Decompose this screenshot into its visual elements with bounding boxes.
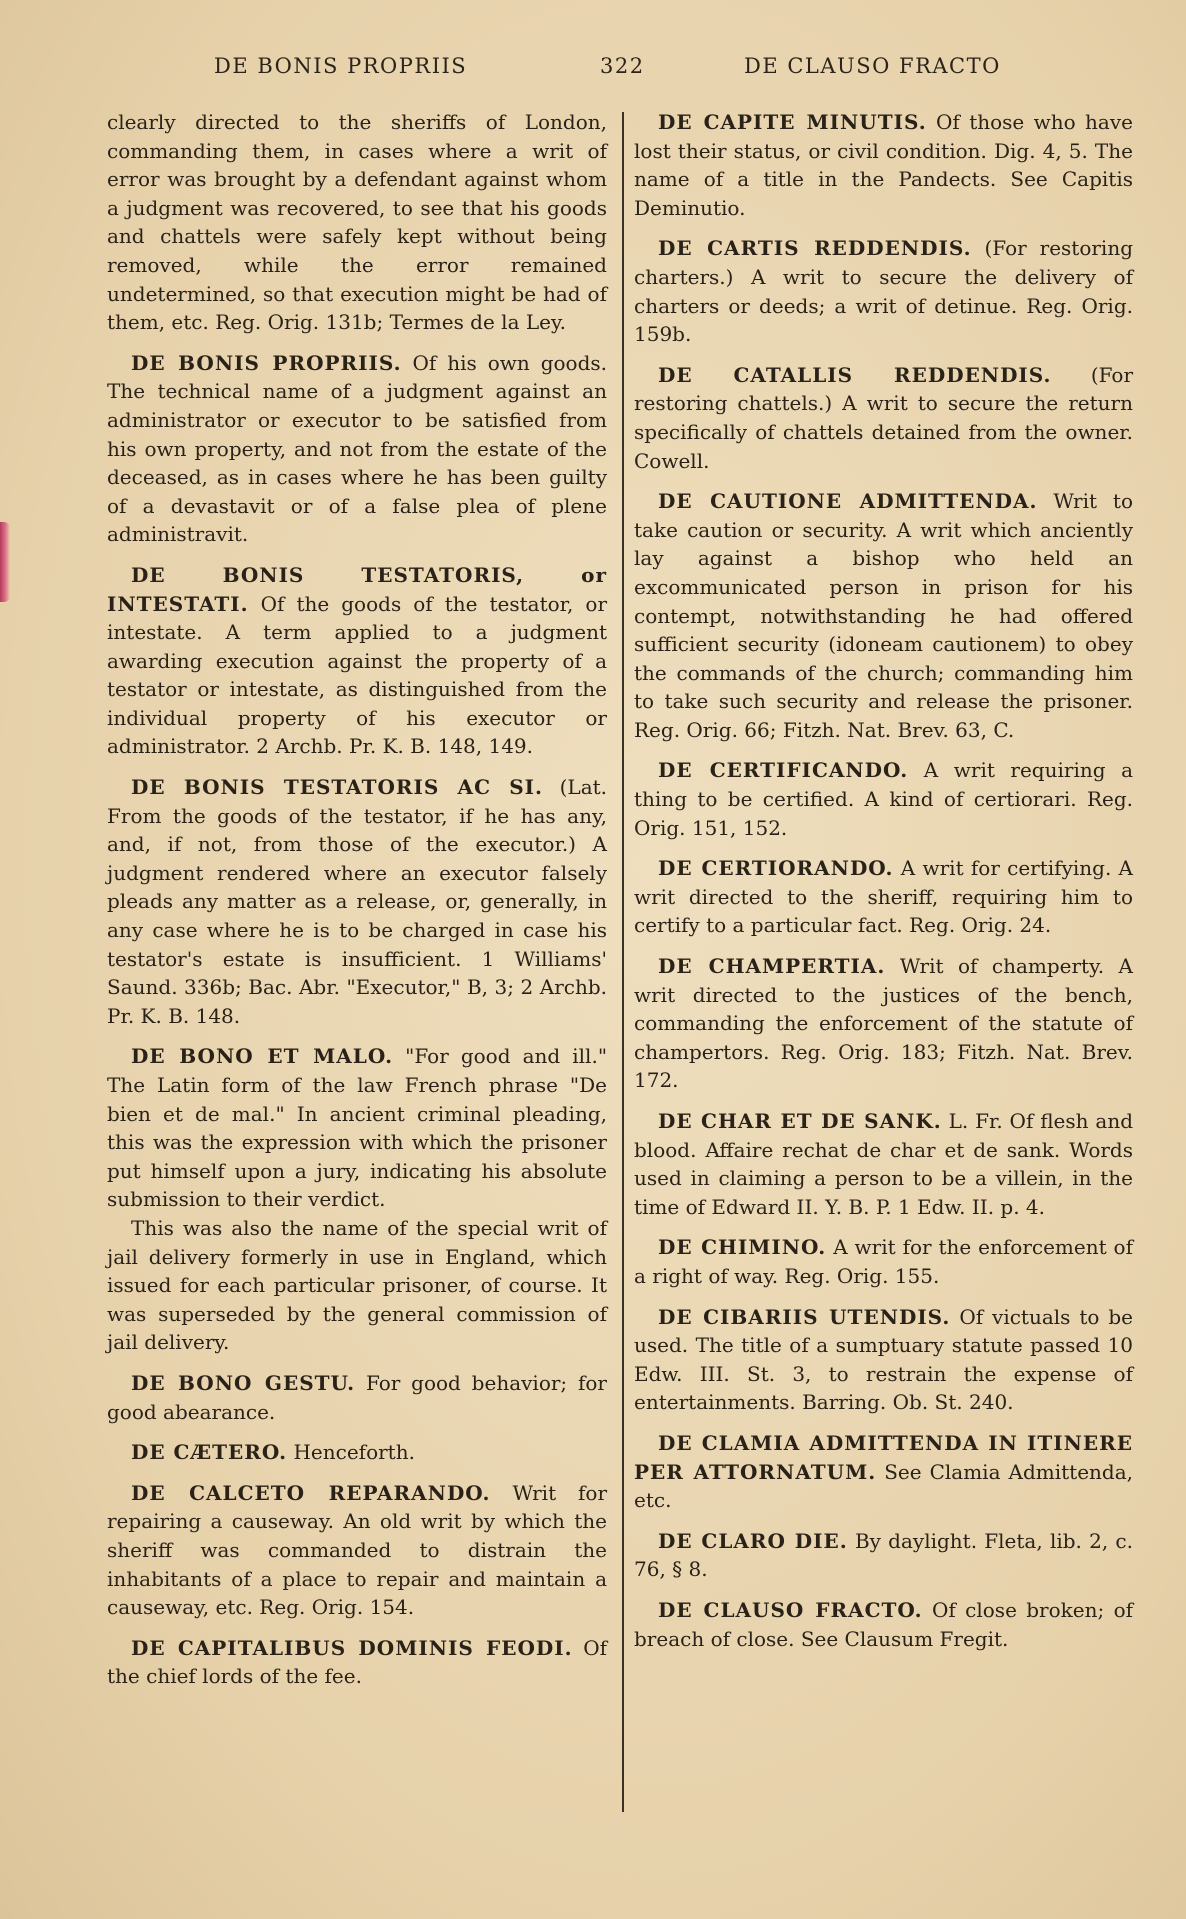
entry-headword: DE CAPITALIBUS DOMINIS FEODI. <box>131 1635 573 1660</box>
entry-body: L. Fr. Of flesh and blood. Affaire rechat de char et de sank. Words used in claiming a person to be a villein, in the time of Edward II. Y. B. P. 1 Edw. II. p. 4. <box>634 1109 1134 1219</box>
entry-body: Henceforth. <box>293 1440 415 1465</box>
entry-de-chimino <box>634 1233 1133 1290</box>
entry-body: A writ requiring a thing to be certified. A kind of certiorari. Reg. Orig. 151, 152. <box>634 758 1133 840</box>
entry-body: For good behavior; for good abearance. <box>107 1370 607 1424</box>
entry-headword: DE CATALLIS REDDENDIS. <box>658 362 1052 387</box>
entry-headword: DE CERTIFICANDO. <box>658 758 909 783</box>
entry-body: A writ for certifying. A writ directed to the sheriff, requiring him to certify to a particular fact. Reg. Orig. 24. <box>634 856 1134 938</box>
entry-headword: DE BONO GESTU. <box>131 1370 356 1395</box>
entry-de-bonis-testatoris-or-intestati <box>107 561 607 761</box>
entry-body: Of victuals to be used. The title of a sumptuary statute passed 10 Edw. III. St. 3, to restrain the expense of entertainments. Barring. Ob. St. 240. <box>634 1304 1134 1415</box>
entry-de-bono-et-malo <box>107 1042 607 1357</box>
entry-de-claro-die <box>634 1527 1133 1584</box>
entry-headword: DE CAPITE MINUTIS. <box>658 110 927 134</box>
entry-body: "For good and ill." The Latin form of the law French phrase "De bien et de mal." In ancient criminal pleading, this was the expression with which the prisoner put himself upon a jury, indicating his absolute submission to their verdict. <box>107 1044 608 1212</box>
entry-headword: DE CARTIS REDDENDIS. <box>658 236 972 261</box>
entry-de-champertia <box>634 952 1133 1095</box>
entry-body: Writ to take caution or security. A writ which anciently lay against a bishop who held an excommunicated person in prison for his contempt, notwithstanding he had offered sufficient security (idoneam cautionem) to obey the commands of the church; commanding him to take such security and release the prisoner. Reg. Orig. 66; Fitzh. Nat. Brev. 63, C. <box>634 489 1133 742</box>
entry-de-certiorando <box>634 854 1133 940</box>
entry-body: Writ for repairing a causeway. An old writ by which the sheriff was commanded to distrain the inhabitants of a place to repair and maintain a causeway, etc. Reg. Orig. 154. <box>107 1480 608 1620</box>
entry-body: (For restoring chattels.) A writ to secure the return specifically of chattels detained from the owner. Cowell. <box>634 362 1133 473</box>
entry-body: Writ of champerty. A writ directed to the justices of the bench, commanding the enforcement of the statute of champertors. Reg. Orig. 183; Fitzh. Nat. Brev. 172. <box>634 954 1134 1093</box>
entry-body: Of the goods of the testator, or intestate. A term applied to a judgment awarding execution against the property of a testator or intestate, as distinguished from the individual property of his executor or administrator. 2 Archb. Pr. K. B. 148, 149. <box>107 591 608 759</box>
entry-de-bonis-propriis <box>107 349 607 549</box>
entry-headword: DE CALCETO REPARANDO. <box>131 1480 491 1505</box>
entry-body: See Clamia Admittenda, etc. <box>634 1459 1133 1513</box>
entry-headword: DE CHAMPERTIA. <box>658 954 886 979</box>
entry-de-bonis-testatoris-ac-si <box>107 773 607 1030</box>
running-head <box>0 54 1186 86</box>
entry-body: Of the chief lords of the fee. <box>107 1635 608 1689</box>
running-head-right: DE CLAUSO FRACTO <box>744 54 1001 78</box>
entry-headword: DE BONIS TESTATORIS AC SI. <box>131 775 543 800</box>
entry-headword: DE BONIS PROPRIIS. <box>131 350 402 375</box>
entry-headword: DE CAUTIONE ADMITTENDA. <box>658 489 1038 514</box>
entry-headword: DE CLAMIA ADMITTENDA IN ITINERE PER ATTORNATUM. <box>634 1430 1133 1484</box>
entry-headword: DE CÆTERO. <box>131 1440 288 1465</box>
entry-de-capite-minutis <box>634 108 1133 222</box>
left-column <box>107 108 607 1703</box>
entry-headword: DE BONO ET MALO. <box>131 1044 394 1069</box>
entry-de-cartis-reddendis <box>634 234 1133 348</box>
page-number: 322 <box>600 54 645 78</box>
entry-de-char-et-de-sank <box>634 1107 1133 1221</box>
entry-headword: DE CHIMINO. <box>658 1235 827 1260</box>
entry-de-catallis-reddendis <box>634 361 1133 475</box>
entry-headword: DE BONIS TESTATORIS, or INTESTATI. <box>107 562 607 616</box>
entry-continuation <box>107 108 607 337</box>
entry-de-bono-gestu <box>107 1369 607 1426</box>
entry-body: A writ for the enforcement of a right of way. Reg. Orig. 155. <box>634 1235 1133 1288</box>
entry-headword: DE CERTIORANDO. <box>658 856 894 881</box>
entry-body: Of his own goods. The technical name of a judgment against an administrator or executor to be satisfied from his own property, and not from the estate of the deceased, as in cases where he has been guilty of a devastavit or of a false plea of plene administravit. <box>107 350 608 547</box>
entry-headword: DE CIBARIIS UTENDIS. <box>658 1304 951 1329</box>
entry-body: By daylight. Fleta, lib. 2, c. 76, § 8. <box>634 1528 1133 1582</box>
entry-headword: DE CHAR ET DE SANK. <box>658 1109 942 1133</box>
right-column <box>634 108 1133 1665</box>
entry-de-cautione-admittenda <box>634 487 1133 744</box>
running-head-left: DE BONIS PROPRIIS <box>214 54 468 78</box>
entry-de-clauso-fracto <box>634 1596 1133 1653</box>
entry-body: (For restoring charters.) A writ to secure the delivery of charters or deeds; a writ of detinue. Reg. Orig. 159b. <box>634 236 1134 347</box>
entry-body: clearly directed to the sheriffs of London, commanding them, in cases where a writ of error was brought by a defendant against whom a judgment was recovered, to see that his goods and chattels were safely kept without being removed, while the error remained undetermined, so that execution might be had of them, etc. Reg. Orig. 131b; Termes de la Ley. <box>107 110 607 335</box>
entry-de-cibariis-utendis <box>634 1303 1133 1417</box>
page-edge-tab <box>0 522 10 602</box>
entry-de-clamia-admittenda <box>634 1429 1133 1515</box>
entry-extra-paragraph: This was also the name of the special writ of jail delivery formerly in use in England, which issued for each particular prisoner, of course. It was superseded by the general commission of jail delivery. <box>107 1215 607 1355</box>
entry-de-certificando <box>634 756 1133 842</box>
entry-de-capitalibus-dominis-feodi <box>107 1634 607 1691</box>
entry-body: (Lat. From the goods of the testator, if he has any, and, if not, from those of the executor.) A judgment rendered where an executor falsely pleads any matter as a release, or, generally, in any case where he is to be charged in case his testator's estate is insufficient. 1 Williams' Saund. 336b; Bac. Abr. "Executor," B, 3; 2 Archb. Pr. K. B. 148. <box>107 775 608 1028</box>
entry-de-calceto-reparando <box>107 1479 607 1622</box>
entry-headword: DE CLAUSO FRACTO. <box>658 1597 923 1622</box>
entry-headword: DE CLARO DIE. <box>658 1528 848 1553</box>
entry-body: Of close broken; of breach of close. See Clausum Fregit. <box>634 1597 1134 1651</box>
entry-de-caetero <box>107 1438 607 1467</box>
column-divider <box>622 112 624 1812</box>
entry-body: Of those who have lost their status, or civil condition. Dig. 4, 5. The name of a title in the Pandects. See Capitis Deminutio. <box>634 110 1133 220</box>
